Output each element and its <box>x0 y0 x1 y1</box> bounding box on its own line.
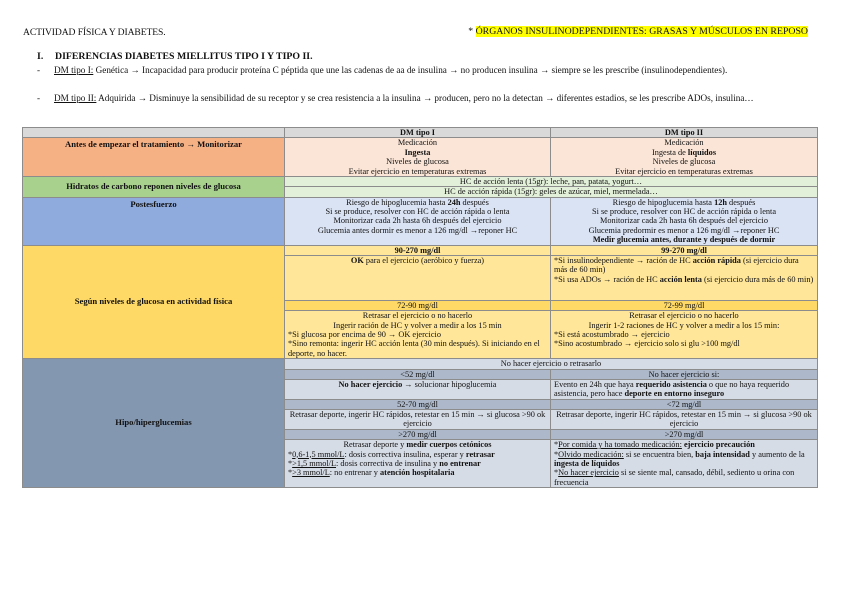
range-dm2: <72 mg/dl <box>551 399 818 409</box>
cell-hc-rapida: HC de acción rápida (15gr): geles de azúcar, miel, mermelada… <box>285 187 818 197</box>
row-monitorizar <box>23 138 818 177</box>
range-dm2: 99-270 mg/dl <box>551 245 818 255</box>
row-label: Hipo/hiperglucemias <box>23 359 285 488</box>
note-highlight: * ÓRGANOS INSULINODEPENDIENTES: GRASAS Y MÚSCULOS EN REPOSO <box>468 26 808 37</box>
cell-dm2: Retrasar el ejercicio o no hacerlo Ingerir 1-2 raciones de HC y volver a medir a los 15 min: *Si está acostumbrado → ejercicio *Sino acostumbrado → ejercicio solo si glu >100 mg/dl <box>551 311 818 359</box>
cell-dm1: Medicación Ingesta Niveles de glucosa Evitar ejercicio en temperaturas extremas <box>285 138 551 177</box>
document-heading: ACTIVIDAD FÍSICA Y DIABETES. <box>23 27 166 38</box>
range-dm1: 90-270 mg/dl <box>285 245 551 255</box>
row-niveles-h1 <box>23 245 818 255</box>
row-label: Antes de empezar el tratamiento → Monitorizar <box>23 138 285 177</box>
header-dm1: DM tipo I <box>285 128 551 138</box>
table-header-row <box>23 128 818 138</box>
row-hipo-top <box>23 359 818 369</box>
row-label: Según niveles de glucosa en actividad física <box>23 245 285 359</box>
cell-dm1: Retrasar el ejercicio o no hacerlo Ingerir ración de HC y volver a medir a los 15 min *Si glucosa por encima de 90 → OK ejercicio *Sino remonta: ingerir HC acción lenta (30 min después). Si iniciando en el deporte, no hacer. <box>285 311 551 359</box>
section-title: I. DIFERENCIAS DIABETES MIELLITUS TIPO I Y TIPO II. <box>37 51 313 62</box>
header-empty-cell <box>23 128 285 138</box>
cell-dm2: Evento en 24h que haya requerido asistencia o que no haya requerido asistencia, pero hace deporte en entorno inseguro <box>551 379 818 399</box>
cell-no-hacer: No hacer ejercicio o retrasarlo <box>285 359 818 369</box>
range-dm1: <52 mg/dl <box>285 369 551 379</box>
range-dm2: 72-99 mg/dl <box>551 300 818 310</box>
cell-dm2: Retrasar deporte, ingerir HC rápidos, retestar en 15 min → si glucosa >90 ok ejercicio <box>551 410 818 430</box>
comparison-table <box>22 127 818 488</box>
cell-dm1: Riesgo de hipoglucemia hasta 24h después Si se produce, resolver con HC de acción rápida o lenta Monitorizar cada 2h hasta 6h después del ejercicio Glucemia antes dormir es menor a 126 mg/dl →reponer HC <box>285 197 551 245</box>
range-dm2: >270 mg/dl <box>551 429 818 439</box>
range-dm1: >270 mg/dl <box>285 429 551 439</box>
cell-dm1: Retrasar deporte, ingerir HC rápidos, retestar en 15 min → si glucosa >90 ok ejercicio <box>285 410 551 430</box>
cell-dm2: Medicación Ingesta de líquidos Niveles de glucosa Evitar ejercicio en temperaturas extremas <box>551 138 818 177</box>
range-dm1: 72-90 mg/dl <box>285 300 551 310</box>
row-label: Postesfuerzo <box>23 197 285 245</box>
bullet-dm2: - DM tipo II: Adquirida → Disminuye la sensibilidad de su receptor y se crea resistencia a la insulina → producen, pero no la detectan → diferentes estadios, se les prescribe ADOs, insulina… <box>37 93 754 103</box>
cell-dm2: Riesgo de hipoglucemia hasta 12h después Si se produce, resolver con HC de acción rápida o lenta Monitorizar cada 2h hasta 6h después del ejercicio Glucemia predormir es menor a 126 mg/dl →reponer HC Medir glucemia antes, durante y después de dormir <box>551 197 818 245</box>
cell-dm2: *Por comida y ha tomado medicación: ejercicio precaución *Olvido medicación: si se encuentra bien, baja intensidad y aumento de la ingesta de líquidos *No hacer ejercicio si se siente mal, cansado, débil, sediento u orina con frecuencia <box>551 440 818 488</box>
bullet-dm1: - DM tipo I: Genética → Incapacidad para producir proteína C péptida que une las cadenas de aa de insulina → no producen insulina → siempre se les prescribe (insulinodependientes). <box>37 65 728 75</box>
cell-dm1: No hacer ejercicio → solucionar hipoglucemia <box>285 379 551 399</box>
header-dm2: DM tipo II <box>551 128 818 138</box>
cell-dm1: Retrasar deporte y medir cuerpos cetónicos *0,6-1,5 mmol/L: dosis correctiva insulina, esperar y retrasar *>1,5 mmol/L: dosis correctiva de insulina y no entrenar *>3 mmol/L: no entrenar y atención hospitalaria <box>285 440 551 488</box>
cell-hc-lenta: HC de acción lenta (15gr): leche, pan, patata, yogurt… <box>285 176 818 186</box>
row-label: Hidratos de carbono reponen niveles de glucosa <box>23 176 285 197</box>
range-dm1: 52-70 mg/dl <box>285 399 551 409</box>
row-postesfuerzo <box>23 197 818 245</box>
range-dm2: No hacer ejercicio si: <box>551 369 818 379</box>
highlighted-text: ÓRGANOS INSULINODEPENDIENTES: GRASAS Y MÚSCULOS EN REPOSO <box>475 26 808 37</box>
cell-dm1: OK para el ejercicio (aeróbico y fuerza) <box>285 255 551 300</box>
cell-dm2: *Si insulinodependiente → ración de HC acción rápida (si ejercicio dura más de 60 min) *Si usa ADOs → ración de HC acción lenta (si ejercicio dura más de 60 min) <box>551 255 818 300</box>
row-hidratos <box>23 176 818 186</box>
